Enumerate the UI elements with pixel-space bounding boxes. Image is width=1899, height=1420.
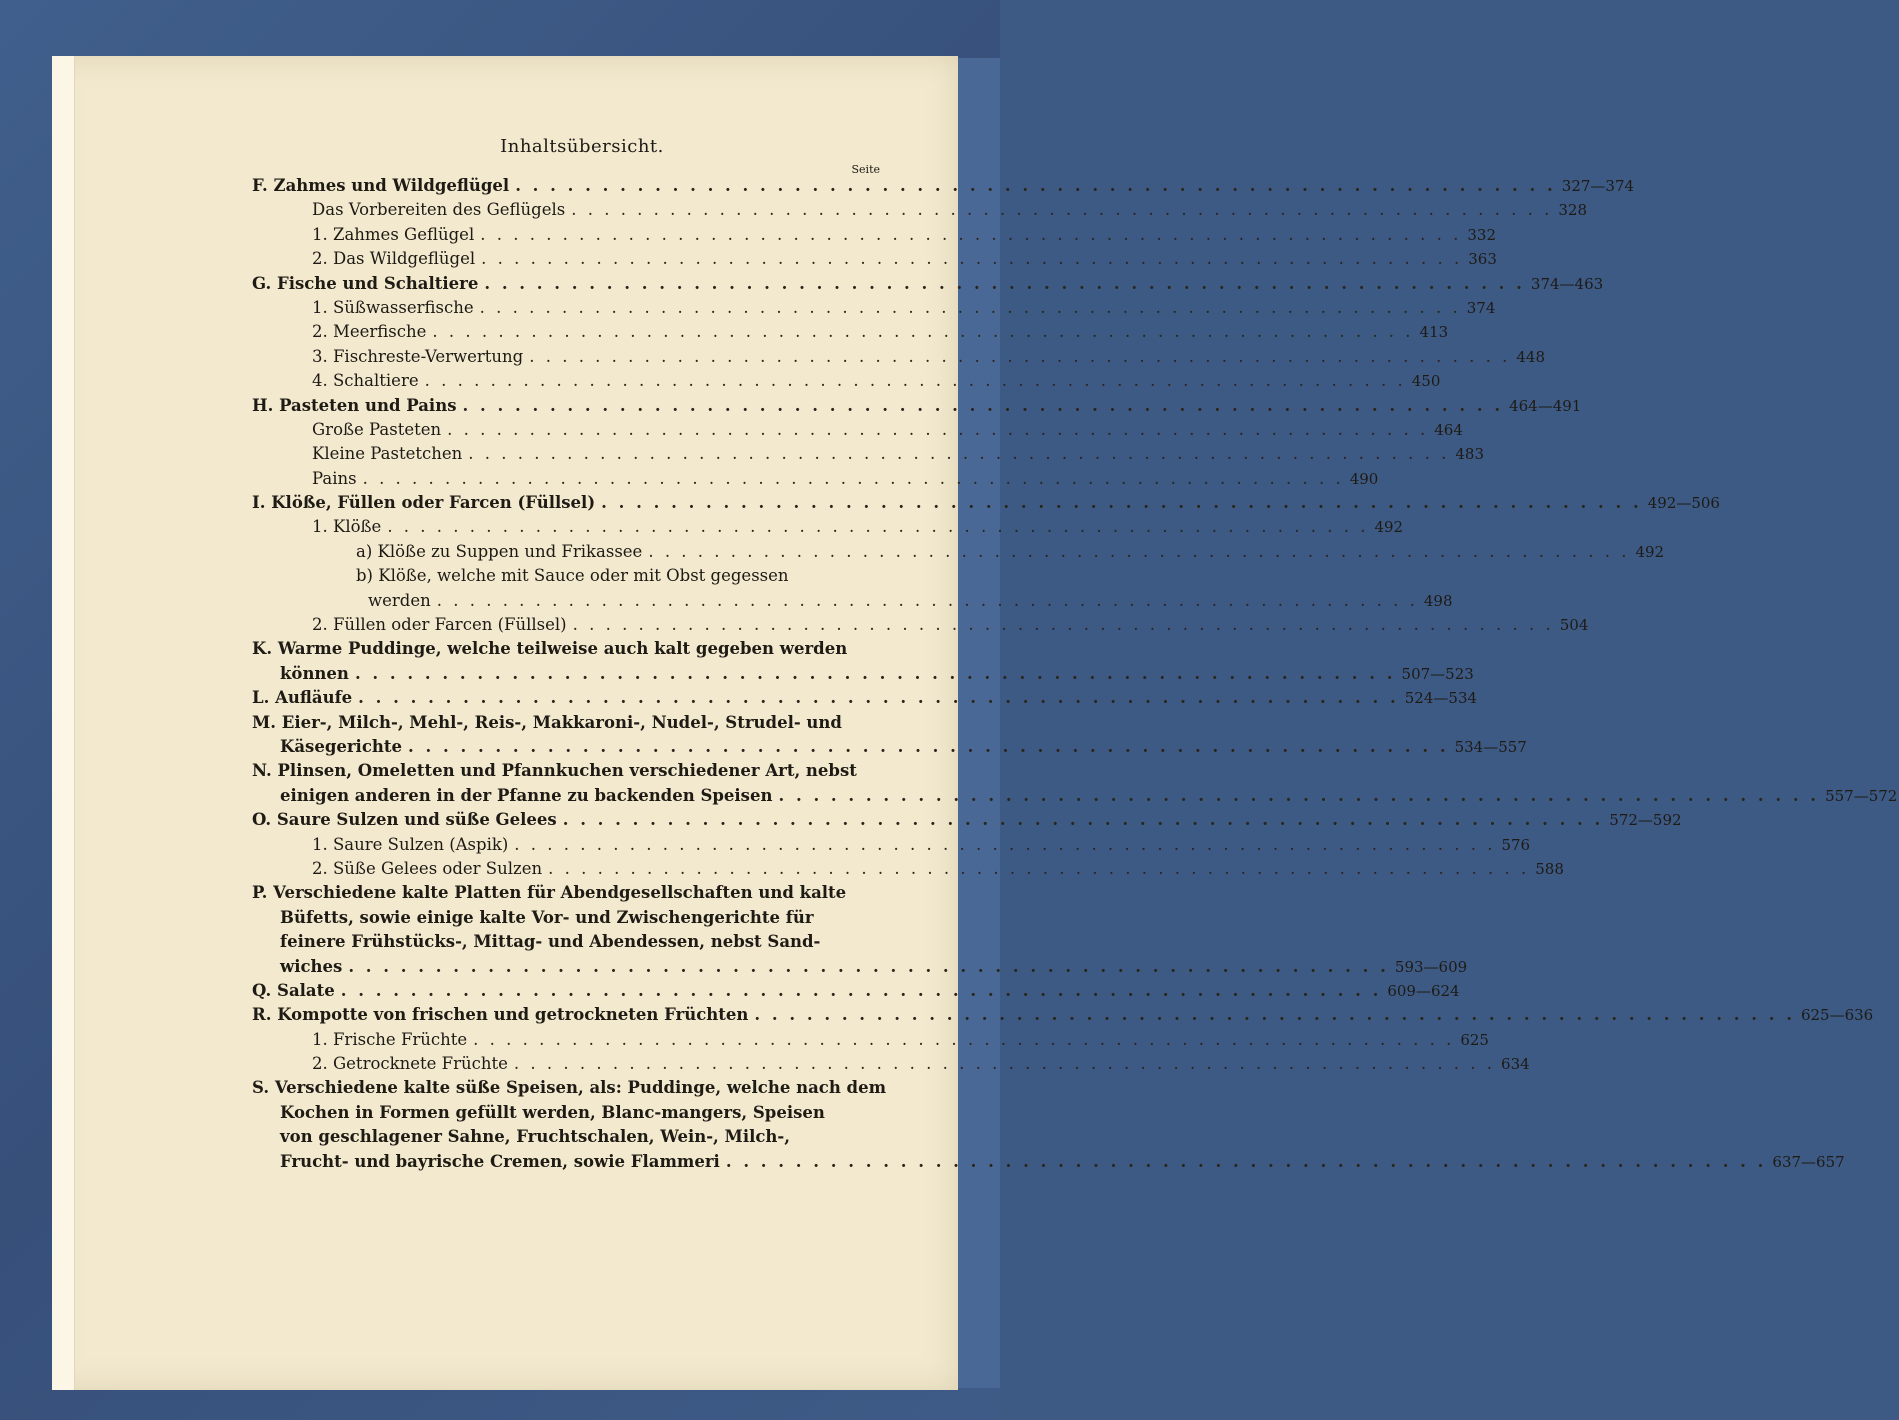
toc-entry-title: F. Zahmes und Wildgeflügel	[252, 176, 510, 195]
toc-entry-title: Q. Salate	[252, 980, 335, 1000]
toc-entry	[252, 1103, 882, 1127]
dot-leader: . . . . . . . . . . . . . . . . . . . . . . . . . . . . . . . . . . . . . . . . . . . . . . . . . . . . . . . . . . . .	[601, 493, 1642, 513]
toc-entry	[252, 883, 882, 907]
dot-leader: . . . . . . . . . . . . . . . . . . . . . . . . . . . . . . . . . . . . . . . . . . . . . . . . . . . . . . . . . . . .	[484, 273, 1525, 293]
toc-entry	[252, 736, 1527, 761]
toc-entry-page: 327—374	[1561, 177, 1635, 195]
toc-entry-page: 483	[1455, 445, 1485, 464]
toc-entry-page: 634	[1501, 1055, 1530, 1074]
toc-entry-page: 625—636	[1800, 1006, 1874, 1025]
toc-entry-title: einigen anderen in der Pfanne zu backenden Speisen	[280, 785, 773, 805]
dot-leader: . . . . . . . . . . . . . . . . . . . . . . . . . . . . . . . . . . . . . . . . . . . . . . . . . . . . . . . . . . . .	[447, 419, 1429, 439]
toc-entry-title: können	[280, 663, 349, 683]
toc-entry	[252, 176, 1635, 200]
toc-entry-page: 328	[1558, 201, 1587, 220]
toc-entry	[252, 346, 1545, 371]
toc-entry	[252, 713, 882, 737]
toc-entry	[252, 517, 1404, 541]
dot-leader: . . . . . . . . . . . . . . . . . . . . . . . . . . . . . . . . . . . . . . . . . . . . . . . . . . . . . . . . . . . .	[473, 1029, 1455, 1049]
dot-leader: . . . . . . . . . . . . . . . . . . . . . . . . . . . . . . . . . . . . . . . . . . . . . . . . . . . . . . . . . . . .	[424, 371, 1406, 391]
dot-leader: . . . . . . . . . . . . . . . . . . . . . . . . . . . . . . . . . . . . . . . . . . . . . . . . . . . . . . . . . . . .	[648, 541, 1630, 561]
toc-entry	[252, 493, 1720, 517]
toc-entry-page: 625	[1460, 1030, 1489, 1049]
dot-leader: . . . . . . . . . . . . . . . . . . . . . . . . . . . . . . . . . . . . . . . . . . . . . . . . . . . . . . . . . . . .	[725, 1151, 1767, 1171]
toc-entry-title: 1. Frische Früchte	[312, 1029, 468, 1049]
toc-entry	[252, 1151, 1845, 1176]
toc-entry-page: 464	[1434, 420, 1463, 439]
toc-entry-page: 576	[1501, 835, 1531, 854]
toc-entry	[252, 249, 1497, 273]
toc-entry-page: 524—534	[1404, 689, 1478, 708]
toc-entry-title: Kochen in Formen gefüllt werden, Blanc-mangers, Speisen	[280, 1102, 825, 1122]
toc-entry-page: 588	[1535, 859, 1564, 878]
toc-entry-title: feinere Frühstücks-, Mittag- und Abendessen, nebst Sand-	[280, 932, 821, 952]
toc-entry-title: wiches	[280, 956, 343, 976]
dot-leader: . . . . . . . . . . . . . . . . . . . . . . . . . . . . . . . . . . . . . . . . . . . . . . . . . . . . . . . . . . . .	[548, 858, 1530, 878]
toc-entry-page: 464—491	[1509, 396, 1582, 415]
toc-entry-title: werden	[368, 590, 431, 610]
toc-entry-title: 1. Saure Sulzen (Aspik)	[312, 834, 509, 854]
toc-entry	[252, 566, 882, 590]
toc-entry-page: 507—523	[1401, 664, 1474, 683]
toc-entry-title: Käsegerichte	[280, 736, 402, 756]
toc-entry-title: 4. Schaltiere	[312, 371, 419, 391]
dot-leader: . . . . . . . . . . . . . . . . . . . . . . . . . . . . . . . . . . . . . . . . . . . . . . . . . . . . . . . . . . . .	[754, 1005, 1795, 1025]
dot-leader: . . . . . . . . . . . . . . . . . . . . . . . . . . . . . . . . . . . . . . . . . . . . . . . . . . . . . . . . . . . .	[362, 468, 1344, 488]
toc-entry-title: von geschlagener Sahne, Fruchtschalen, Wein-, Milch-,	[280, 1127, 790, 1147]
toc-entry	[252, 615, 1589, 639]
toc-entry-title: Büfetts, sowie einige kalte Vor- und Zwischengerichte für	[280, 907, 814, 927]
toc-entry	[252, 908, 882, 932]
page-title: Inhaltsübersicht.	[500, 136, 664, 157]
toc-entry-title: 2. Getrocknete Früchte	[312, 1054, 508, 1074]
toc-entry-page: 413	[1419, 323, 1449, 342]
toc-list	[252, 176, 1898, 1176]
toc-entry	[252, 444, 1485, 468]
dot-leader: . . . . . . . . . . . . . . . . . . . . . . . . . . . . . . . . . . . . . . . . . . . . . . . . . . . . . . . . . . . .	[358, 688, 1399, 708]
toc-entry-title: Pains	[312, 468, 357, 488]
toc-entry-page: 374	[1466, 298, 1496, 317]
toc-entry-page: 490	[1349, 469, 1379, 488]
toc-entry-page: 450	[1411, 372, 1441, 391]
toc-entry-title: M. Eier-, Milch-, Mehl-, Reis-, Makkaroni-, Nudel-, Strudel- und	[252, 712, 842, 732]
toc-entry	[252, 956, 1468, 981]
dot-leader: . . . . . . . . . . . . . . . . . . . . . . . . . . . . . . . . . . . . . . . . . . . . . . . . . . . . . . . . . . . .	[513, 1054, 1496, 1074]
toc-entry-page: 492—506	[1647, 494, 1720, 513]
toc-entry	[252, 688, 1478, 712]
toc-entry	[252, 1078, 887, 1102]
toc-entry-title: K. Warme Puddinge, welche teilweise auch kalt gegeben werden	[252, 639, 848, 659]
dot-leader: . . . . . . . . . . . . . . . . . . . . . . . . . . . . . . . . . . . . . . . . . . . . . . . . . . . . . . . . . . . .	[432, 322, 1414, 342]
toc-entry-title: Das Vorbereiten des Geflügels	[312, 200, 566, 220]
toc-entry	[252, 273, 1604, 298]
toc-entry-title: G. Fische und Schaltiere	[252, 273, 479, 293]
toc-entry	[252, 200, 1587, 224]
toc-entry-page: 332	[1467, 225, 1497, 244]
toc-entry-page: 572—592	[1609, 811, 1682, 830]
toc-entry-title: Große Pasteten	[312, 419, 442, 439]
toc-entry-title: 2. Meerfische	[312, 322, 427, 342]
dot-leader: . . . . . . . . . . . . . . . . . . . . . . . . . . . . . . . . . . . . . . . . . . . . . . . . . . . . . . . . . . . .	[387, 517, 1369, 537]
dot-leader: . . . . . . . . . . . . . . . . . . . . . . . . . . . . . . . . . . . . . . . . . . . . . . . . . . . . . . . . . . . .	[529, 346, 1511, 366]
dot-leader: . . . . . . . . . . . . . . . . . . . . . . . . . . . . . . . . . . . . . . . . . . . . . . . . . . . . . . . . . . . .	[436, 590, 1418, 610]
dot-leader: . . . . . . . . . . . . . . . . . . . . . . . . . . . . . . . . . . . . . . . . . . . . . . . . . . . . . . . . . . . .	[348, 956, 1389, 976]
dot-leader: . . . . . . . . . . . . . . . . . . . . . . . . . . . . . . . . . . . . . . . . . . . . . . . . . . . . . . . . . . . .	[462, 395, 1504, 415]
toc-entry-title: 2. Füllen oder Farcen (Füllsel)	[312, 615, 567, 635]
toc-entry-page: 534—557	[1454, 737, 1527, 756]
toc-entry	[252, 858, 1564, 883]
toc-entry-title: H. Pasteten und Pains	[252, 395, 457, 415]
toc-entry-page: 504	[1559, 616, 1589, 635]
toc-entry-title: b) Klöße, welche mit Sauce oder mit Obst gegessen	[356, 566, 789, 586]
toc-entry	[252, 785, 1898, 810]
toc-entry	[252, 590, 1453, 615]
toc-entry-title: R. Kompotte von frischen und getrockneten Früchten	[252, 1005, 749, 1025]
toc-entry	[252, 932, 882, 956]
toc-entry-page: 448	[1516, 347, 1545, 366]
toc-entry-page: 498	[1423, 591, 1453, 610]
toc-entry	[252, 371, 1441, 395]
toc-entry-title: a) Klöße zu Suppen und Frikassee	[356, 541, 643, 561]
toc-entry-title: 1. Klöße	[312, 517, 382, 537]
toc-entry	[252, 1054, 1530, 1078]
toc-entry-title: I. Klöße, Füllen oder Farcen (Füllsel)	[252, 493, 596, 513]
toc-entry	[252, 395, 1582, 420]
dot-leader: . . . . . . . . . . . . . . . . . . . . . . . . . . . . . . . . . . . . . . . . . . . . . . . . . . . . . . . . . . . .	[481, 249, 1463, 269]
toc-entry	[252, 468, 1379, 493]
page-column-label: Seite	[851, 163, 880, 176]
toc-entry-page: 557—572	[1825, 786, 1898, 805]
toc-entry-title: 3. Fischreste-Verwertung	[312, 346, 524, 366]
toc-entry	[252, 297, 1496, 322]
toc-entry-title: S. Verschiedene kalte süße Speisen, als: Puddinge, welche nach dem	[252, 1078, 887, 1098]
toc-entry	[252, 541, 1665, 566]
toc-entry	[252, 1005, 1874, 1029]
toc-entry	[252, 761, 882, 785]
toc-entry-title: O. Saure Sulzen und süße Gelees	[252, 810, 557, 830]
toc-entry-page: 637—657	[1772, 1152, 1845, 1171]
toc-entry	[252, 322, 1449, 346]
toc-content	[252, 136, 1898, 1176]
toc-entry	[252, 834, 1531, 859]
toc-entry-title: 1. Zahmes Geflügel	[312, 224, 475, 244]
toc-entry-title: 2. Das Wildgeflügel	[312, 249, 476, 269]
toc-entry-title: N. Plinsen, Omeletten und Pfannkuchen verschiedener Art, nebst	[252, 761, 857, 781]
dot-leader: . . . . . . . . . . . . . . . . . . . . . . . . . . . . . . . . . . . . . . . . . . . . . . . . . . . . . . . . . . . .	[515, 176, 1556, 195]
dot-leader: . . . . . . . . . . . . . . . . . . . . . . . . . . . . . . . . . . . . . . . . . . . . . . . . . . . . . . . . . . . .	[468, 444, 1450, 464]
toc-entry-title: 2. Süße Gelees oder Sulzen	[312, 858, 543, 878]
dot-leader: . . . . . . . . . . . . . . . . . . . . . . . . . . . . . . . . . . . . . . . . . . . . . . . . . . . . . . . . . . . .	[479, 297, 1461, 317]
toc-entry-page: 363	[1468, 250, 1497, 269]
toc-entry	[252, 980, 1460, 1005]
toc-entry-title: 1. Süßwasserfische	[312, 297, 474, 317]
dot-leader: . . . . . . . . . . . . . . . . . . . . . . . . . . . . . . . . . . . . . . . . . . . . . . . . . . . . . . . . . . . .	[572, 615, 1554, 635]
toc-entry-page: 492	[1635, 542, 1665, 561]
dot-leader: . . . . . . . . . . . . . . . . . . . . . . . . . . . . . . . . . . . . . . . . . . . . . . . . . . . . . . . . . . . .	[778, 785, 1820, 805]
toc-entry	[252, 639, 882, 663]
toc-entry-title: P. Verschiedene kalte Platten für Abendgesellschaften und kalte	[252, 883, 847, 903]
toc-entry	[252, 224, 1497, 249]
toc-entry-page: 374—463	[1530, 274, 1604, 293]
dot-leader: . . . . . . . . . . . . . . . . . . . . . . . . . . . . . . . . . . . . . . . . . . . . . . . . . . . . . . . . . . . .	[407, 736, 1449, 756]
toc-entry	[252, 663, 1474, 688]
dot-leader: . . . . . . . . . . . . . . . . . . . . . . . . . . . . . . . . . . . . . . . . . . . . . . . . . . . . . . . . . . . .	[480, 224, 1462, 244]
dot-leader: . . . . . . . . . . . . . . . . . . . . . . . . . . . . . . . . . . . . . . . . . . . . . . . . . . . . . . . . . . . .	[562, 810, 1604, 830]
toc-entry	[252, 1029, 1489, 1054]
dot-leader: . . . . . . . . . . . . . . . . . . . . . . . . . . . . . . . . . . . . . . . . . . . . . . . . . . . . . . . . . . . .	[340, 980, 1382, 1000]
dot-leader: . . . . . . . . . . . . . . . . . . . . . . . . . . . . . . . . . . . . . . . . . . . . . . . . . . . . . . . . . . . .	[571, 200, 1553, 220]
toc-entry-page: 609—624	[1387, 981, 1460, 1000]
toc-entry	[252, 1127, 882, 1151]
dot-leader: . . . . . . . . . . . . . . . . . . . . . . . . . . . . . . . . . . . . . . . . . . . . . . . . . . . . . . . . . . . .	[354, 663, 1396, 683]
toc-entry-page: 492	[1374, 518, 1404, 537]
toc-entry-title: Kleine Pastetchen	[312, 444, 463, 464]
toc-entry-title: L. Aufläufe	[252, 688, 353, 708]
toc-entry	[252, 419, 1463, 444]
page-gutter	[52, 56, 75, 1390]
dot-leader: . . . . . . . . . . . . . . . . . . . . . . . . . . . . . . . . . . . . . . . . . . . . . . . . . . . . . . . . . . . .	[514, 834, 1496, 854]
toc-entry	[252, 810, 1682, 834]
toc-entry-title: Frucht- und bayrische Cremen, sowie Flammeri	[280, 1151, 720, 1171]
toc-entry-page: 593—609	[1394, 957, 1468, 976]
